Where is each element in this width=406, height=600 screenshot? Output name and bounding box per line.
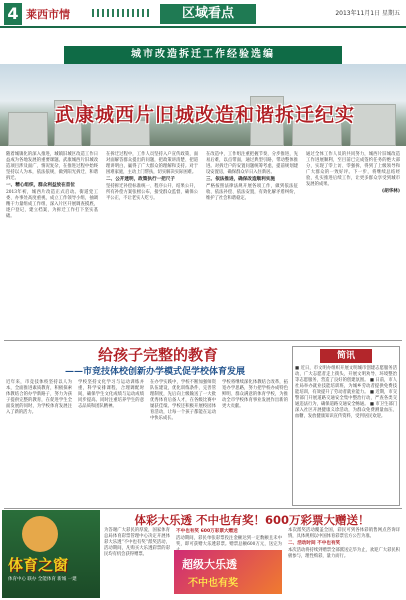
education-column-2: 学校坚持文化学习与运动训练并重，科学安排课程，合理调配时间，确保学生文化成绩与运动成绩同步提高。同时注重培养学生的意志品质和团队精神。 <box>78 380 144 409</box>
article-paragraph: 本次活动将持续到赠票全部派送完毕为止，欢迎广大彩民积极参与，理性购彩，量力而行。 <box>288 548 400 559</box>
article-column-3 <box>206 152 298 338</box>
news-brief-box <box>292 346 400 506</box>
page-number: 4 <box>4 3 22 25</box>
article-paragraph: 坚持拆迁补偿标准统一、程序公开、结果公开，所有补偿方案张榜公布，接受群众监督，确保公平公正，不让老实人吃亏。 <box>106 184 198 201</box>
lottery-headline: 体彩大乐透 不中也有奖！600万彩票大赠送！ <box>134 513 370 527</box>
article-subheading: 不中也有奖 600万彩票大赠送 <box>176 529 238 534</box>
article-subheading: 三、依法推进，确保改造顺利实施 <box>206 177 275 182</box>
article-column-4 <box>306 152 400 338</box>
brief-title: 简讯 <box>320 349 372 363</box>
article-subheading: 二、活动时间 不中也有奖 <box>288 541 341 546</box>
lottery-promo-image <box>174 550 282 594</box>
article-paragraph: 通过全体工作人员的共同努力，城西片旧城改造工作进展顺利，至目前已完成签约任务的绝大部分，实现了零上访、零强拆，得到了上级领导和广大群众的一致好评。下一步，将继续总结经验，扎实推进后续工作，让更多群众享受到城市发展的成果。 <box>306 152 400 187</box>
article-paragraph: 本次派奖活动覆盖全国，彩民可到各体彩销售网点咨询详情，具体规则以中国体育彩票官方公告为准。 <box>288 528 400 539</box>
promo-text: 不中也有奖 <box>188 578 238 589</box>
sports-window-title: 体育之窗 <box>8 556 69 574</box>
page-header <box>0 0 406 28</box>
article-column-2 <box>106 152 198 338</box>
education-headline: 给孩子完整的教育 <box>97 346 218 364</box>
article-subheading: 一、精心组织，群众利益放在首位 <box>6 183 75 188</box>
runner-figure-icon <box>22 516 58 552</box>
topic-banner: 城市改造拆迁工作经验选编 <box>64 46 342 64</box>
sports-window-logo <box>2 510 100 598</box>
brief-body: ■ 近日，市文明办组织开展文明城市创建志愿服务活动，广大志愿者走上街头，开展文明劝导、环境整治等志愿服务，营造了良好的创建氛围。 ■ 日前，市人社局举办就业技能培训班，为城乡劳动者提供免费技能培训，有效提升了劳动者就业能力。 ■ 近期，市交警部门开展道路交通安全集中整治行动，严查各类交通违法行为，确保道路交通安全畅通。 ■ 市卫生部门深入社区开展健康义诊活动，为群众免费测量血压、血糖，发放健康知识宣传资料，受到居民欢迎。 <box>295 366 397 419</box>
article-paragraph: 在拆迁过程中，工作人员坚持入户宣传政策，面对面解答群众提出的问题，把政策讲清楚、把道理讲明白，赢得了广大群众的理解和支持。对于困难家庭，主动上门帮扶，切实解决实际困难。 <box>106 152 198 175</box>
section-divider <box>4 340 402 341</box>
lottery-column-3 <box>288 528 400 596</box>
education-subheadline: ——市竞技体校创新办学模式促学校体育发展 <box>64 367 245 377</box>
section-title: 区域看点 <box>160 4 256 24</box>
header-decoration <box>92 9 152 17</box>
article-paragraph: 随着城镇化的深入推进，城镇旧城区改造工作日益成为各地发展的重要课题。武康城西片旧城改造项目涉及面广、情况复杂，在推进过程中始终坚持以人为本，依法依规，做到阳光拆迁、和谐拆迁。 <box>6 152 98 181</box>
education-column-1: 近年来，市竞技体校坚持以人为本，全面推进素质教育，积极探索体教结合的办学新路子，努力为孩子提供完整的教育，在促进学生全面发展的同时，为学校体育发展注入了新的活力。 <box>6 380 72 415</box>
article-paragraph: 严格按照法律法规开展各项工作，做到依法征收、依法补偿、依法安置，有效化解矛盾纠纷，维护了社会和谐稳定。 <box>206 184 298 201</box>
article-paragraph: 活动期间，彩民单张彩票投注金额达到一定数额且未中奖，即可获赠大乐透彩票。赠票总额600万元，送完为 <box>176 536 282 547</box>
article-column-1 <box>6 152 98 338</box>
article-byline: (胡华林) <box>382 189 400 194</box>
section-divider <box>4 508 402 509</box>
article-paragraph: 为答谢广大彩民的厚爱，国家体育总局体育彩票管理中心决定开展体彩大乐透“不中也有奖”派奖活动，活动期间，凡购买大乐透彩票的彩民均有机会获得赠票。 <box>104 528 170 557</box>
education-column-3: 在办学实践中，学校不断加强师资队伍建设，优化训练条件，完善管理制度，先后向上级输送了一大批优秀体育后备人才，在各级比赛中屡获佳绩。学校还积极开展校园体育活动，让每一个孩子都能在运动中快乐成长。 <box>150 380 216 421</box>
sports-window-note: 体育中心 联办 全能体育 新城 一建 <box>8 577 77 582</box>
main-headline: 武康城西片旧城改造和谐拆迁纪实 <box>54 104 355 126</box>
column-name: 莱西市情 <box>26 8 70 21</box>
article-subheading: 二、公开透明，政策执行一把尺子 <box>106 177 175 182</box>
promo-text: 超级大乐透 <box>182 558 237 571</box>
education-column-4: 学校将继续深化体教结合改革，拓宽办学思路，努力把学校办成特色鲜明、群众满意的体育学校，为推动全市学校体育事业发展作出新的更大贡献。 <box>222 380 288 409</box>
lottery-column-1 <box>104 528 170 596</box>
article-paragraph: 2013年初，城西片改造正式启动。街道党工委、办事处高度重视，成立工作领导小组，抽调精干力量组成工作组，深入片区开展调查摸底，逐户登记，建立档案，为拆迁工作打下坚实基础。 <box>6 190 98 219</box>
issue-date: 2013年11月1日 星期五 <box>335 10 400 17</box>
lottery-column-2 <box>176 528 282 548</box>
article-paragraph: 在改造中，工作组注重把握节奏，分步推进，先易后难，以点带面，通过典型引路，带动整体推进。对拆迁户的安置问题统筹考虑，提前规划建设安置房，确保群众早日入住新居。 <box>206 152 298 175</box>
